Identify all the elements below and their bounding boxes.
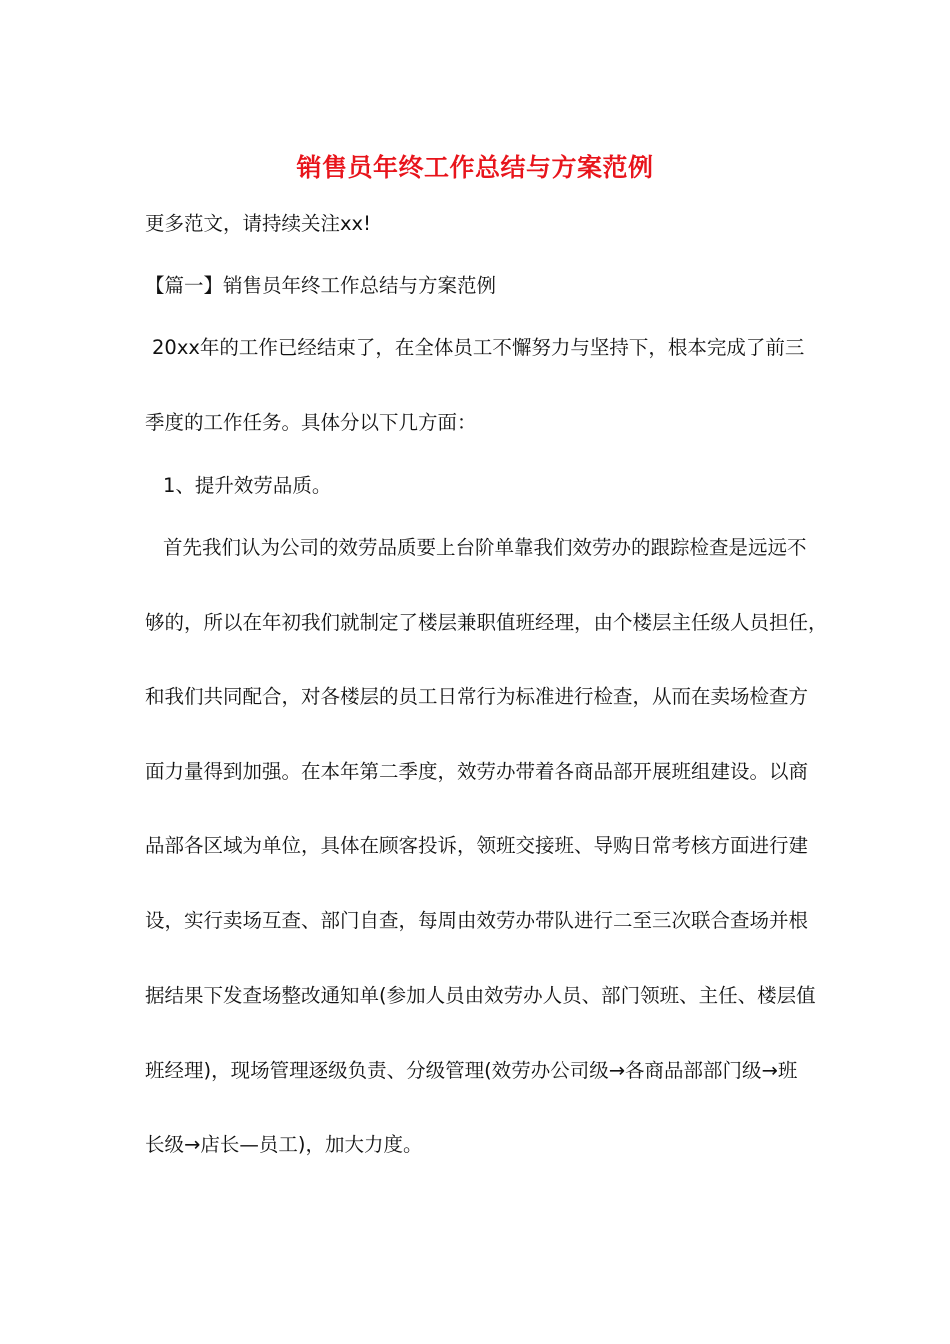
paragraph-line: 首先我们认为公司的效劳品质要上台阶单靠我们效劳办的跟踪检查是远远不 bbox=[163, 536, 807, 559]
paragraph-line: 班经理)，现场管理逐级负责、分级管理(效劳办公司级→各商品部部门级→班 bbox=[145, 1059, 798, 1082]
paragraph-line: 季度的工作任务。具体分以下几方面： bbox=[145, 411, 477, 434]
document-title: 销售员年终工作总结与方案范例 bbox=[296, 153, 654, 182]
paragraph-line: 品部各区域为单位，具体在顾客投诉，领班交接班、导购日常考核方面进行建 bbox=[145, 834, 809, 857]
paragraph-line: 和我们共同配合，对各楼层的员工日常行为标准进行检查，从而在卖场检查方 bbox=[145, 685, 809, 708]
paragraph-line: 20xx年的工作已经结束了，在全体员工不懈努力与坚持下，根本完成了前三 bbox=[152, 336, 805, 359]
section-heading: 【篇一】销售员年终工作总结与方案范例 bbox=[145, 274, 497, 297]
paragraph-line: 据结果下发查场整改通知单(参加人员由效劳办人员、部门领班、主任、楼层值 bbox=[145, 984, 816, 1007]
paragraph-line: 面力量得到加强。在本年第二季度，效劳办带着各商品部开展班组建设。以商 bbox=[145, 760, 809, 783]
paragraph-line: 够的，所以在年初我们就制定了楼层兼职值班经理，由个楼层主任级人员担任， bbox=[145, 611, 828, 634]
paragraph-line: 设，实行卖场互查、部门自查，每周由效劳办带队进行二至三次联合查场并根 bbox=[145, 909, 809, 932]
paragraph-line: 长级→店长—员工)，加大力度。 bbox=[145, 1133, 423, 1156]
list-item: 1、提升效劳品质。 bbox=[163, 474, 332, 497]
intro-text: 更多范文，请持续关注xx! bbox=[145, 212, 371, 235]
